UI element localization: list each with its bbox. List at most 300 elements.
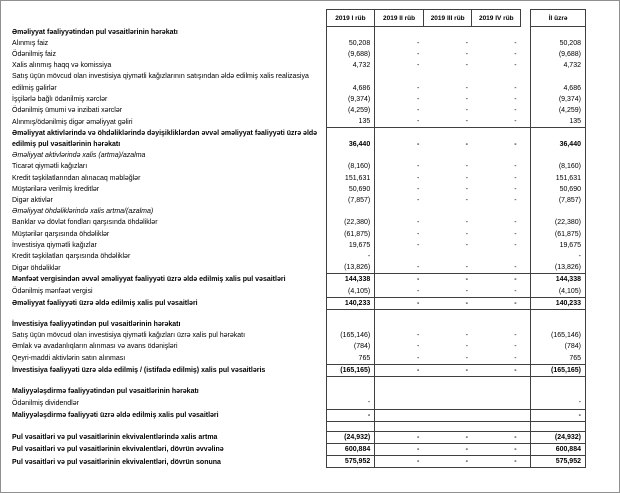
value-2019-q1 (326, 319, 375, 330)
value-2019-q4: - (514, 118, 517, 126)
value-year-total (531, 377, 586, 387)
value-2019-q2: - (417, 163, 420, 171)
value-2019-q3 (423, 150, 472, 161)
value-2019-q2: - (375, 297, 424, 309)
table-row (10, 150, 586, 161)
value-year-total: 50,690 (531, 184, 586, 195)
value-2019-q2: - (417, 50, 420, 58)
table-row (10, 60, 586, 71)
table-row (10, 251, 586, 262)
value-2019-q1: 600,884 (326, 443, 375, 455)
value-2019-q1: 36,440 (326, 128, 375, 150)
row-label: Əmlak və avadanlıqların alınması və avans ödənişləri (12, 343, 178, 351)
value-year-total: (4,259) (531, 105, 586, 116)
value-2019-q3 (423, 421, 472, 431)
cash-flow-table (10, 9, 586, 468)
value-2019-q3: - (465, 230, 468, 238)
value-2019-q3 (423, 386, 472, 397)
table-row (10, 105, 586, 116)
value-2019-q2: - (417, 174, 420, 182)
row-label: Mənfəət vergisindən əvvəl əməliyyat fəaliyyəti üzrə əldə edilmiş xalis pul vəsaitləri (12, 276, 286, 284)
header-2019-q2: 2019 II rüb (375, 10, 424, 27)
column-gap (521, 274, 531, 286)
column-gap (521, 286, 531, 298)
value-2019-q3: - (423, 364, 472, 376)
value-2019-q2: - (417, 332, 420, 340)
table-row (10, 297, 586, 309)
value-year-total: - (531, 251, 586, 262)
value-year-total: (22,380) (531, 217, 586, 228)
column-gap (521, 60, 531, 71)
table-row (10, 262, 586, 274)
value-2019-q1: (784) (326, 341, 375, 352)
value-2019-q2: - (417, 343, 420, 351)
row-label: Əməliyyat aktivlərində xalis (artma)/azalma (12, 152, 146, 160)
row-label: Pul vəsaitləri və pul vəsaitlərinin ekvivalentlərində xalis artma (12, 434, 218, 442)
value-2019-q1: (4,259) (326, 105, 375, 116)
value-year-total: (7,857) (531, 195, 586, 206)
column-gap (521, 161, 531, 172)
column-gap (521, 128, 531, 150)
value-year-total: (13,826) (531, 262, 586, 274)
row-label: Müştərilərə verilmiş kreditlər (12, 185, 100, 193)
column-gap (521, 319, 531, 330)
value-2019-q3 (423, 206, 472, 217)
header-label-col (10, 10, 326, 27)
value-2019-q1: - (326, 409, 375, 421)
value-year-total: (784) (531, 341, 586, 352)
value-year-total: 151,631 (531, 173, 586, 184)
value-2019-q1: (9,688) (326, 49, 375, 60)
table-row (10, 353, 586, 365)
table-row (10, 274, 586, 286)
table-row (10, 206, 586, 217)
column-gap (521, 195, 531, 206)
column-gap (521, 27, 531, 38)
table-row (10, 443, 586, 455)
value-2019-q2 (375, 251, 424, 262)
value-2019-q1 (326, 150, 375, 161)
value-2019-q2: - (375, 274, 424, 286)
value-2019-q4: - (514, 332, 517, 340)
value-2019-q3: - (465, 264, 468, 272)
header-2019-q3: 2019 III rüb (423, 10, 472, 27)
value-2019-q1: 135 (326, 116, 375, 128)
table-row (10, 286, 586, 298)
row-label: Kredit təşkilatları qarşısında öhdəliklər (12, 253, 131, 261)
value-2019-q4: - (472, 456, 521, 468)
value-2019-q4 (472, 409, 521, 421)
value-year-total: 135 (531, 116, 586, 128)
value-2019-q3: - (465, 219, 468, 227)
value-2019-q4 (472, 27, 521, 38)
value-2019-q2 (375, 206, 424, 217)
value-2019-q4: - (514, 39, 517, 47)
column-gap (521, 240, 531, 251)
value-2019-q2: - (417, 287, 420, 295)
value-2019-q3 (423, 377, 472, 387)
row-label: Müştərilər qarşısında öhdəliklər (12, 230, 110, 238)
value-2019-q2: - (417, 84, 420, 92)
row-label: Qeyri-maddi aktivlərin satın alınması (12, 355, 126, 363)
row-label: Ödənilmiş mənfəət vergisi (12, 288, 93, 296)
value-2019-q2: - (375, 456, 424, 468)
column-gap (521, 386, 531, 397)
row-label: Ödənilmiş faiz (12, 50, 56, 58)
value-2019-q3: - (465, 287, 468, 295)
column-gap (521, 105, 531, 116)
value-2019-q1: 50,208 (326, 38, 375, 49)
value-2019-q1: - (326, 251, 375, 262)
value-2019-q1: 144,338 (326, 274, 375, 286)
value-year-total: 144,338 (531, 274, 586, 286)
table-row (10, 71, 586, 93)
value-2019-q1: 4,686 (326, 71, 375, 93)
table-row (10, 330, 586, 341)
value-2019-q2 (375, 27, 424, 38)
table-row (10, 38, 586, 49)
value-2019-q3: - (465, 84, 468, 92)
value-2019-q3: - (465, 163, 468, 171)
value-2019-q1: (7,857) (326, 195, 375, 206)
column-gap (521, 217, 531, 228)
row-label (10, 377, 326, 387)
table-row (10, 128, 586, 150)
value-2019-q1 (326, 27, 375, 38)
value-year-total: 50,208 (531, 38, 586, 49)
column-gap (521, 456, 531, 468)
value-2019-q2 (375, 319, 424, 330)
value-year-total (531, 421, 586, 431)
row-label (10, 310, 326, 320)
row-label: Əməliyyat fəaliyyəti üzrə əldə edilmiş xalis pul vəsaitləri (12, 300, 198, 308)
value-2019-q3 (423, 319, 472, 330)
table-row (10, 184, 586, 195)
value-2019-q4 (472, 421, 521, 431)
row-label: Əməliyyat öhdəliklərində xalis artma/(azalma) (12, 208, 154, 216)
value-year-total: 575,952 (531, 456, 586, 468)
spacer-row (10, 377, 586, 387)
value-2019-q1: 765 (326, 353, 375, 365)
value-2019-q3 (423, 310, 472, 320)
row-label: Xalis alınmış haqq və komissiya (12, 62, 112, 70)
value-year-total: (61,875) (531, 229, 586, 240)
value-2019-q3: - (423, 297, 472, 309)
row-label: Alınmış faiz (12, 39, 49, 47)
table-row (10, 217, 586, 228)
table-row (10, 386, 586, 397)
table-row (10, 161, 586, 172)
value-2019-q2 (375, 150, 424, 161)
value-2019-q2 (375, 386, 424, 397)
value-2019-q2: - (417, 219, 420, 227)
value-2019-q3: - (423, 128, 472, 150)
table-body (10, 27, 586, 468)
value-2019-q2: - (417, 197, 420, 205)
row-label: Maliyyələşdirmə fəaliyyəti üzrə əldə edilmiş xalis pul vəsaitləri (12, 412, 219, 419)
row-label: Ödənilmiş ümumi və inzibati xərclər (12, 106, 123, 114)
value-2019-q4: - (472, 274, 521, 286)
value-year-total: (165,165) (531, 364, 586, 376)
row-label: Banklar və dövlət fondları qarşısında öhdəliklər (12, 219, 158, 227)
header-2019-q4: 2019 IV rüb (472, 10, 521, 27)
value-2019-q3: - (465, 50, 468, 58)
table-row (10, 456, 586, 468)
value-2019-q4: - (514, 343, 517, 351)
value-2019-q1 (326, 206, 375, 217)
value-2019-q3: - (423, 274, 472, 286)
value-2019-q3: - (423, 431, 472, 443)
column-gap (521, 94, 531, 105)
value-2019-q2: - (417, 264, 420, 272)
column-gap (521, 330, 531, 341)
value-2019-q4 (472, 206, 521, 217)
value-2019-q2: - (417, 118, 420, 126)
value-2019-q4: - (472, 297, 521, 309)
table-row (10, 195, 586, 206)
column-gap (521, 297, 531, 309)
value-2019-q2: - (417, 241, 420, 249)
value-year-total (531, 310, 586, 320)
column-gap (521, 310, 531, 320)
column-gap (521, 353, 531, 365)
value-2019-q1 (326, 310, 375, 320)
value-2019-q1: (9,374) (326, 94, 375, 105)
table-row (10, 431, 586, 443)
value-2019-q2: - (375, 443, 424, 455)
row-label: İnvestisiya fəaliyyəti üzrə əldə edilmiş / (istifadə edilmiş) xalis pul vəsaitləris (12, 367, 266, 375)
column-gap (521, 262, 531, 274)
value-2019-q2: - (417, 39, 420, 47)
value-2019-q4: - (514, 287, 517, 295)
row-label: Əməliyyat fəaliyyətindən pul vəsaitlərinin hərəkatı (12, 28, 178, 36)
row-label: İşçilərlə bağlı ödənilmiş xərclər (12, 95, 108, 103)
spacer-row (10, 310, 586, 320)
header-column-gap (521, 10, 531, 27)
table-row (10, 49, 586, 60)
table-row (10, 27, 586, 38)
column-gap (521, 38, 531, 49)
value-2019-q2: - (375, 364, 424, 376)
value-2019-q2 (375, 421, 424, 431)
value-2019-q3 (423, 27, 472, 38)
value-2019-q1: (22,380) (326, 217, 375, 228)
column-gap (521, 116, 531, 128)
row-label: Maliyyələşdirmə fəaliyyətindən pul vəsaitlərinin hərəkatı (12, 388, 199, 396)
value-year-total (531, 206, 586, 217)
value-2019-q4: - (472, 128, 521, 150)
value-2019-q3 (423, 409, 472, 421)
column-gap (521, 431, 531, 443)
value-2019-q3: - (465, 95, 468, 103)
column-gap (521, 173, 531, 184)
table-row (10, 364, 586, 376)
column-gap (521, 251, 531, 262)
row-label: Alınmış/ödənilmiş digər əməliyyat gəliri (12, 118, 133, 126)
value-2019-q4: - (514, 197, 517, 205)
value-2019-q4: - (514, 230, 517, 238)
value-2019-q3: - (465, 197, 468, 205)
row-label: Digər aktivlər (12, 197, 53, 205)
value-2019-q2: - (417, 230, 420, 238)
row-label: İnvestisiya fəaliyyətindən pul vəsaitlərinin hərəkatı (12, 321, 181, 329)
value-year-total (531, 386, 586, 397)
value-year-total (531, 150, 586, 161)
value-2019-q3: - (465, 118, 468, 126)
value-2019-q4: - (514, 106, 517, 114)
value-2019-q1: (165,165) (326, 364, 375, 376)
row-label: Kredit təşkilatlarından alınacaq məbləğlər (12, 174, 141, 182)
column-gap (521, 49, 531, 60)
value-2019-q1: (8,160) (326, 161, 375, 172)
value-2019-q1 (326, 421, 375, 431)
value-2019-q4: - (514, 185, 517, 193)
value-2019-q4: - (472, 443, 521, 455)
row-label: Pul vəsaitləri və pul vəsaitlərinin ekvivalentləri, dövrün sonuna (12, 458, 221, 466)
value-2019-q3: - (465, 354, 468, 362)
value-2019-q4: - (514, 241, 517, 249)
column-gap (521, 409, 531, 421)
value-year-total: (9,374) (531, 94, 586, 105)
value-2019-q4: - (514, 174, 517, 182)
value-2019-q4 (472, 319, 521, 330)
value-2019-q4: - (514, 163, 517, 171)
header-row (10, 10, 586, 27)
value-year-total: - (531, 397, 586, 409)
value-2019-q1: (13,826) (326, 262, 375, 274)
spacer-row (10, 421, 586, 431)
column-gap (521, 184, 531, 195)
value-2019-q4 (472, 150, 521, 161)
value-2019-q4 (472, 251, 521, 262)
value-year-total: 19,675 (531, 240, 586, 251)
value-2019-q1: (4,105) (326, 286, 375, 298)
column-gap (521, 421, 531, 431)
value-2019-q4: - (514, 354, 517, 362)
value-2019-q2: - (417, 185, 420, 193)
value-2019-q2 (375, 397, 424, 409)
value-2019-q1 (326, 386, 375, 397)
table-row (10, 397, 586, 409)
value-2019-q4: - (514, 264, 517, 272)
value-2019-q3: - (465, 241, 468, 249)
table-row (10, 240, 586, 251)
value-2019-q3 (423, 251, 472, 262)
value-2019-q2 (375, 409, 424, 421)
value-2019-q1: (61,875) (326, 229, 375, 240)
value-year-total: 765 (531, 353, 586, 365)
value-2019-q4: - (472, 431, 521, 443)
row-label: Ticarət qiymətli kağızları (12, 163, 88, 171)
row-label: Ödənilmiş dividendlər (12, 399, 79, 407)
value-2019-q1: - (326, 397, 375, 409)
column-gap (521, 397, 531, 409)
table-row (10, 173, 586, 184)
value-year-total: 36,440 (531, 128, 586, 150)
value-2019-q4: - (514, 95, 517, 103)
value-year-total: (165,146) (531, 330, 586, 341)
row-label: Satış üçün mövcud olan investisiya qiymətli kağızları üzrə xalis pul hərəkatı (12, 332, 246, 340)
value-2019-q2: - (417, 106, 420, 114)
value-2019-q2: - (375, 431, 424, 443)
value-year-total: (9,688) (531, 49, 586, 60)
value-year-total: 4,732 (531, 60, 586, 71)
table-row (10, 409, 586, 421)
value-2019-q2 (375, 377, 424, 387)
column-gap (521, 229, 531, 240)
value-year-total: (24,932) (531, 431, 586, 443)
value-2019-q4: - (514, 219, 517, 227)
column-gap (521, 377, 531, 387)
header-2019-q1: 2019 I rüb (326, 10, 375, 27)
value-2019-q3 (423, 397, 472, 409)
column-gap (521, 364, 531, 376)
value-2019-q4 (472, 386, 521, 397)
row-label: Pul vəsaitləri və pul vəsaitlərinin ekvivalentləri, dövrün əvvəlinə (12, 446, 224, 454)
value-2019-q2: - (375, 128, 424, 150)
value-2019-q4: - (514, 84, 517, 92)
value-2019-q1: 19,675 (326, 240, 375, 251)
value-2019-q2 (375, 310, 424, 320)
table-row (10, 229, 586, 240)
value-2019-q3: - (423, 456, 472, 468)
value-2019-q1: 50,690 (326, 184, 375, 195)
value-2019-q1: (24,932) (326, 431, 375, 443)
value-2019-q3: - (465, 185, 468, 193)
row-label (10, 421, 326, 431)
value-year-total (531, 27, 586, 38)
row-label: İnvestisiya qiymətli kağızlar (12, 241, 97, 249)
column-gap (521, 71, 531, 93)
value-2019-q4 (472, 397, 521, 409)
value-2019-q4 (472, 310, 521, 320)
value-year-total (531, 319, 586, 330)
column-gap (521, 206, 531, 217)
value-2019-q1: 140,233 (326, 297, 375, 309)
value-2019-q4: - (514, 62, 517, 70)
value-2019-q3: - (465, 62, 468, 70)
value-year-total: 4,686 (531, 71, 586, 93)
value-2019-q4 (472, 377, 521, 387)
value-2019-q3: - (465, 332, 468, 340)
value-2019-q3: - (465, 39, 468, 47)
row-label: Əməliyyat aktivlərində və öhdəliklərində dəyişikliklərdən əvvəl əməliyyat fəaliyyəti üzrə əldə edilmiş pul vəsaitlərinin hərəkatı (12, 129, 318, 149)
table-row (10, 116, 586, 128)
value-2019-q1: 575,952 (326, 456, 375, 468)
value-2019-q2: - (417, 62, 420, 70)
value-2019-q4: - (472, 364, 521, 376)
value-2019-q3: - (423, 443, 472, 455)
column-gap (521, 150, 531, 161)
value-2019-q1: (165,146) (326, 330, 375, 341)
value-year-total: - (531, 409, 586, 421)
row-label: Satış üçün mövcud olan investisiya qiymətli kağızlarının satışından əldə edilmiş xalis realizasiya edilmiş gəlirlər (12, 73, 309, 92)
value-year-total: (4,105) (531, 286, 586, 298)
header-year-total: İl üzrə (531, 10, 586, 27)
value-2019-q1: 151,631 (326, 173, 375, 184)
value-year-total: (8,160) (531, 161, 586, 172)
value-2019-q2: - (417, 95, 420, 103)
table-row (10, 319, 586, 330)
column-gap (521, 443, 531, 455)
value-2019-q3: - (465, 343, 468, 351)
value-year-total: 140,233 (531, 297, 586, 309)
value-year-total: 600,884 (531, 443, 586, 455)
value-2019-q2: - (417, 354, 420, 362)
value-2019-q3: - (465, 174, 468, 182)
column-gap (521, 341, 531, 352)
row-label: Digər öhdəliklər (12, 264, 61, 272)
